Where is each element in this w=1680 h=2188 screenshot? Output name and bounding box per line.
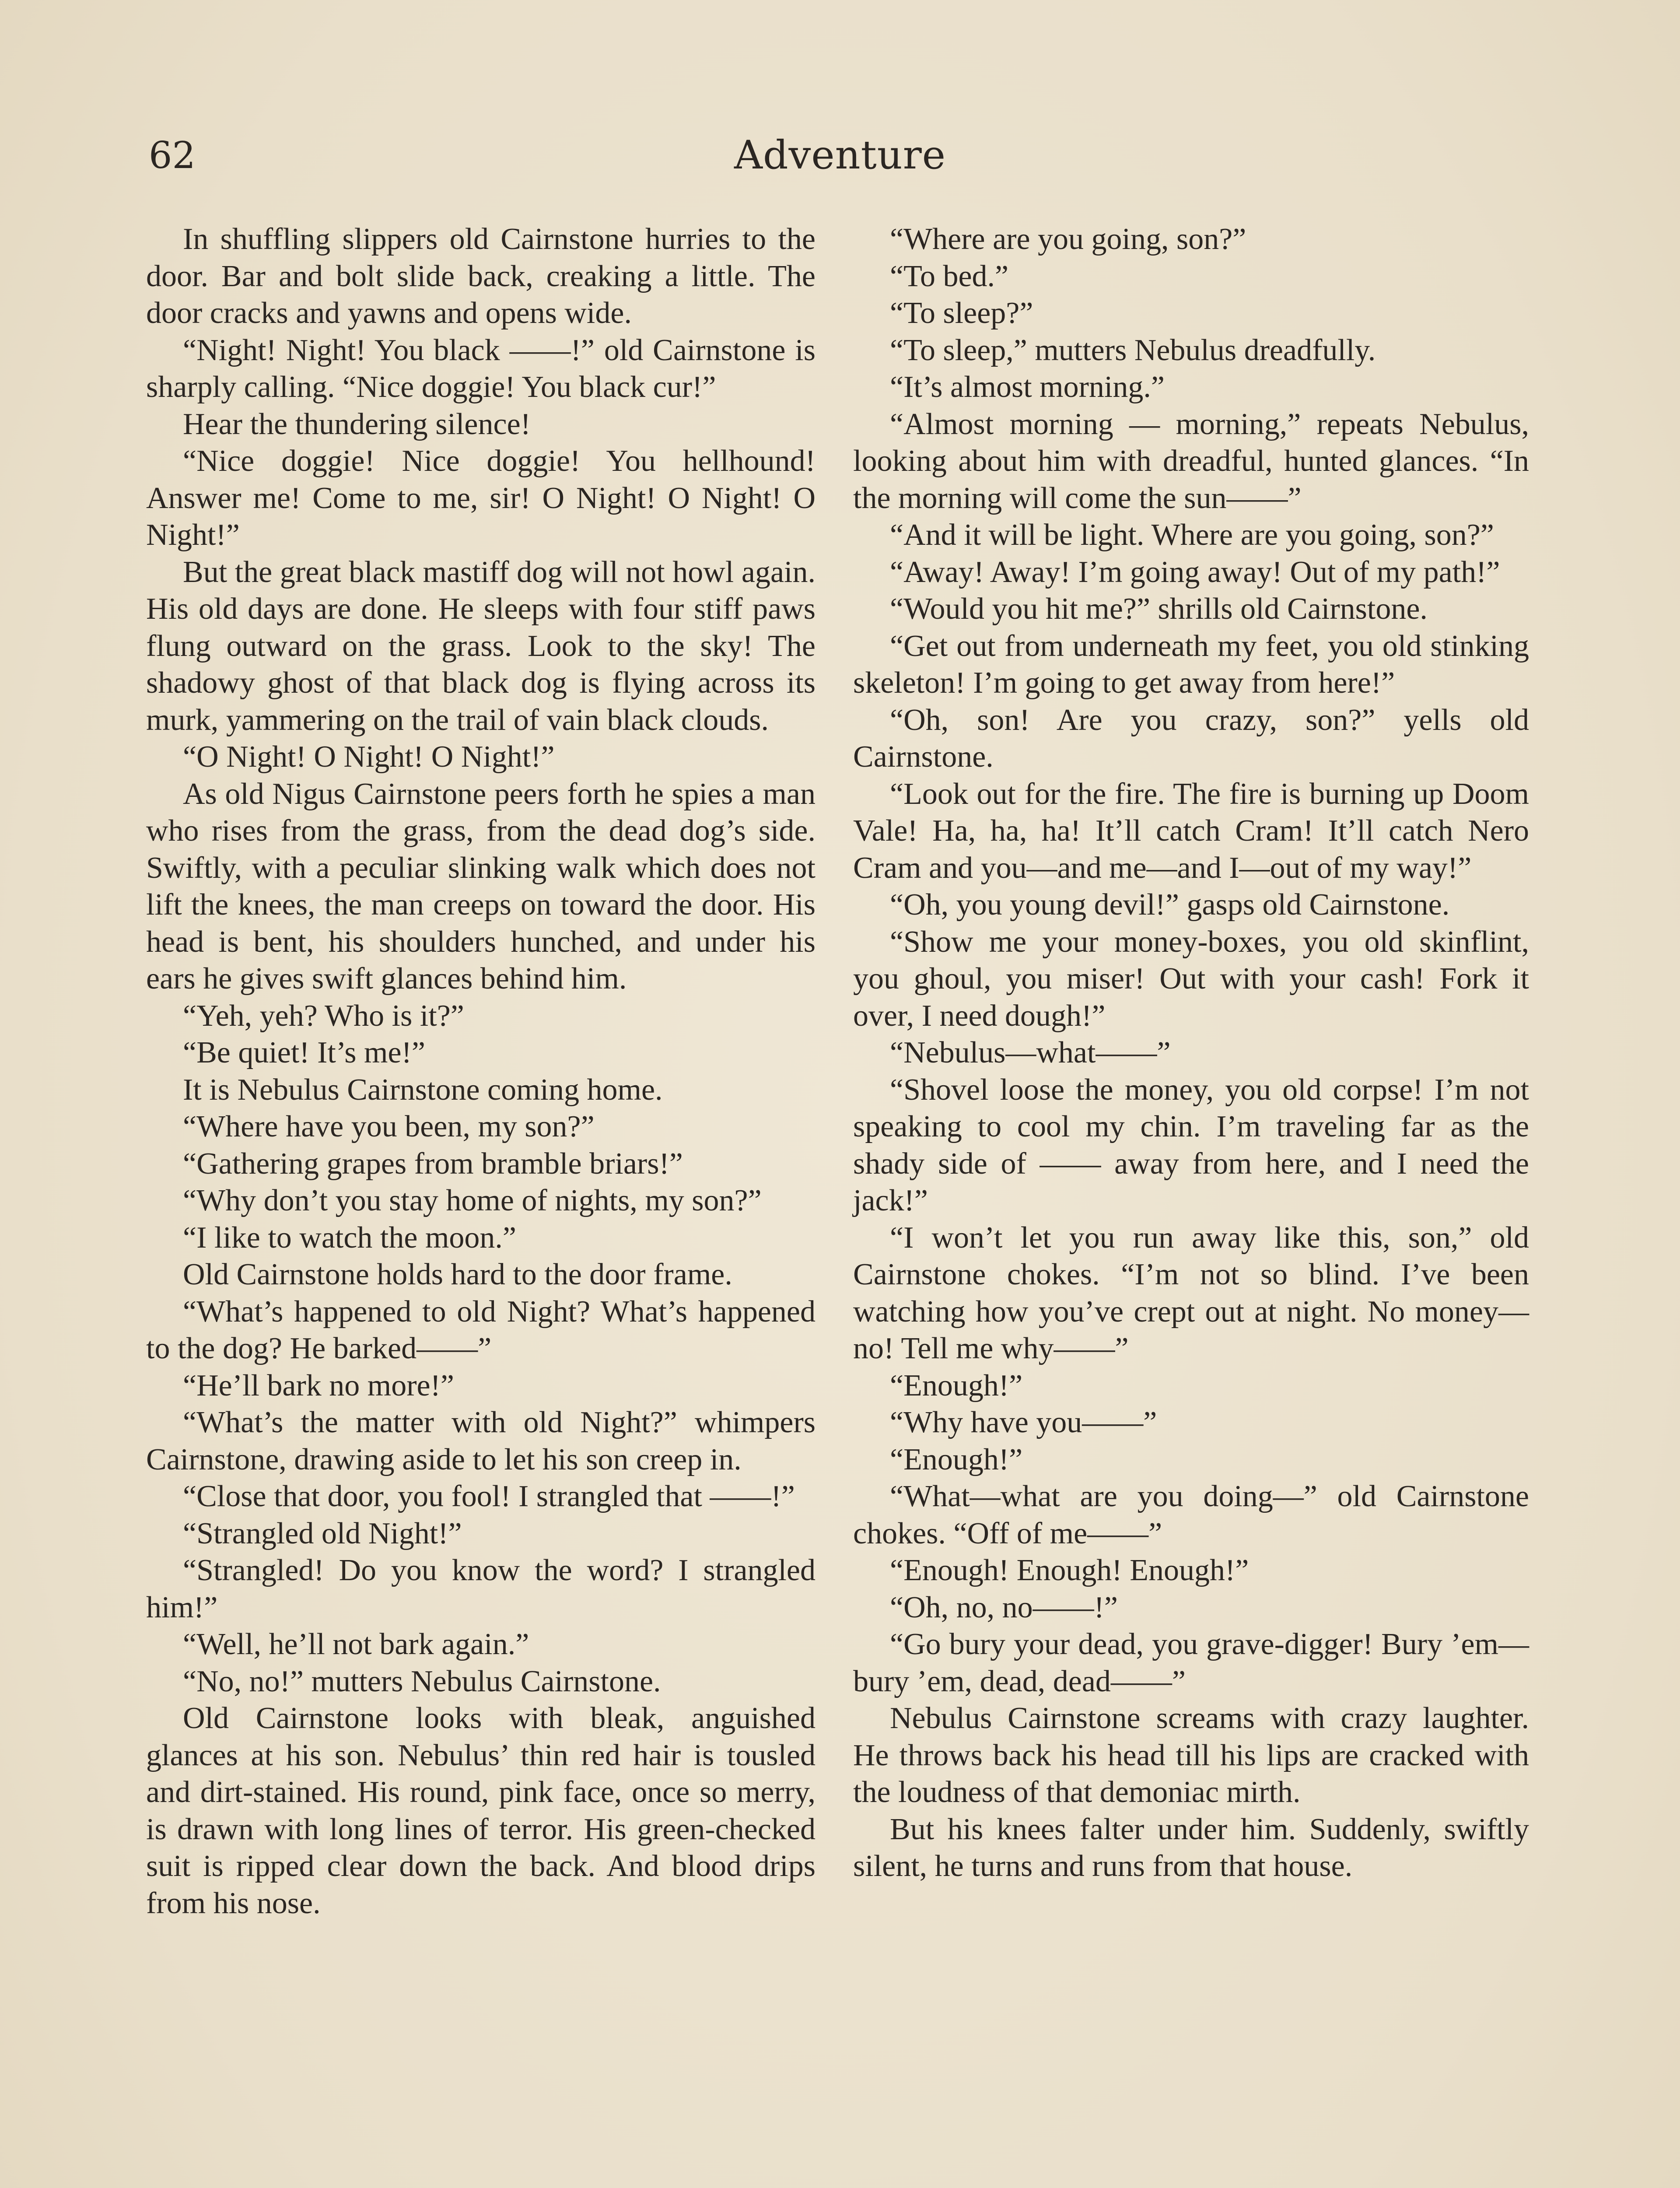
- paragraph: “Well, he’ll not bark again.”: [183, 1627, 529, 1661]
- paragraph: “Oh, son! Are you crazy, son?” yells old Cairnstone.: [853, 703, 1529, 774]
- paragraph: As old Nigus Cairnstone peers forth he spies a man who rises from the grass, from the dead dog’s side. Swiftly, with a peculiar slinking walk which does not lift the knees, the man creeps on toward the door. His head is bent, his shoulders hunched, and under his ears he gives swift glances behind him.: [146, 777, 816, 996]
- paragraph: “Enough!”: [890, 1368, 1023, 1403]
- paragraph: “Enough! Enough! Enough!”: [890, 1553, 1249, 1587]
- paragraph: “O Night! O Night! O Night!”: [183, 740, 555, 774]
- paragraph: “Look out for the fire. The fire is burning up Doom Vale! Ha, ha, ha! It’ll catch Cram! It’ll catch Nero Cram and you—and me—and I—out of my way!”: [853, 777, 1529, 885]
- paragraph: “Strangled! Do you know the word? I strangled him!”: [146, 1553, 816, 1624]
- paragraph: “Nice doggie! Nice doggie! You hellhound! Answer me! Come to me, sir! O Night! O Night! O Night!”: [146, 444, 816, 552]
- paragraph: “To bed.”: [890, 259, 1009, 293]
- paragraph: “Nebulus—what——”: [890, 1036, 1171, 1069]
- paragraph: “It’s almost morning.”: [890, 370, 1165, 404]
- paragraph: “Go bury your dead, you grave-digger! Bury ’em—bury ’em, dead, dead——”: [853, 1627, 1529, 1698]
- paragraph: “Show me your money-boxes, you old skinflint, you ghoul, you miser! Out with your cash! Fork it over, I need dough!”: [853, 925, 1529, 1033]
- running-title: Adventure: [734, 132, 946, 178]
- right-text-column: [853, 221, 1529, 1885]
- paragraph: Old Cairnstone holds hard to the door frame.: [183, 1258, 732, 1291]
- paragraph: “And it will be light. Where are you going, son?”: [890, 518, 1494, 552]
- paragraph: “Where have you been, my son?”: [183, 1110, 595, 1143]
- paragraph: “To sleep?”: [890, 296, 1033, 330]
- page-header: [149, 127, 1531, 188]
- paragraph: “I like to watch the moon.”: [183, 1220, 516, 1255]
- paragraph: “To sleep,” mutters Nebulus dreadfully.: [890, 333, 1376, 367]
- paragraph: “Away! Away! I’m going away! Out of my path!”: [890, 555, 1500, 589]
- paragraph: Old Cairnstone looks with bleak, anguished glances at his son. Nebulus’ thin red hair is tousled and dirt-stained. His round, pink face, once so merry, is drawn with long lines of terror. His green-checked suit is ripped clear down the back. And blood drips from his nose.: [146, 1701, 816, 1920]
- paragraph: “I won’t let you run away like this, son,” old Cairnstone chokes. “I’m not so blind. I’ve been watching how you’ve crept out at night. No money—no! Tell me why——”: [853, 1220, 1529, 1365]
- paragraph: “Strangled old Night!”: [183, 1516, 462, 1550]
- paragraph: But the great black mastiff dog will not howl again. His old days are done. He sleeps with four stiff paws flung outward on the grass. Look to the sky! The shadowy ghost of that black dog is flying across its murk, yammering on the trail of vain black clouds.: [146, 555, 816, 737]
- paragraph: “What’s happened to old Night? What’s happened to the dog? He barked——”: [146, 1294, 816, 1365]
- paragraph: “Oh, no, no——!”: [890, 1590, 1118, 1624]
- paragraph: Hear the thundering silence!: [183, 407, 531, 441]
- paragraph: “What’s the matter with old Night?” whimpers Cairnstone, drawing aside to let his son creep in.: [146, 1406, 816, 1476]
- paragraph: “No, no!” mutters Nebulus Cairnstone.: [183, 1664, 661, 1698]
- paragraph: It is Nebulus Cairnstone coming home.: [183, 1073, 663, 1107]
- paragraph: “Where are you going, son?”: [890, 222, 1246, 256]
- paragraph: In shuffling slippers old Cairnstone hurries to the door. Bar and bolt slide back, creaking a little. The door cracks and yawns and opens wide.: [146, 222, 816, 330]
- paragraph: “Why don’t you stay home of nights, my son?”: [183, 1184, 762, 1217]
- paragraph: “Enough!”: [890, 1442, 1023, 1476]
- paragraph: “Why have you——”: [890, 1406, 1157, 1439]
- paragraph: “Almost morning — morning,” repeats Nebulus, looking about him with dreadful, hunted glances. “In the morning will come the sun——”: [853, 407, 1529, 515]
- paragraph: “Oh, you young devil!” gasps old Cairnstone.: [890, 888, 1450, 922]
- paragraph: “Get out from underneath my feet, you old stinking skeleton! I’m going to get away from here!”: [853, 629, 1529, 700]
- paragraph: “Gathering grapes from bramble briars!”: [183, 1147, 683, 1181]
- paragraph: “Shovel loose the money, you old corpse! I’m not speaking to cool my chin. I’m traveling far as the shady side of —— away from here, and I need the jack!”: [853, 1073, 1529, 1217]
- page-number: 62: [149, 134, 196, 177]
- paragraph: “Close that door, you fool! I strangled that ——!”: [183, 1480, 795, 1513]
- paragraph: “He’ll bark no more!”: [183, 1368, 454, 1403]
- paragraph: “Be quiet! It’s me!”: [183, 1036, 425, 1069]
- left-text-column: [146, 221, 816, 1922]
- paragraph: But his knees falter under him. Suddenly, swiftly silent, he turns and runs from that house.: [853, 1812, 1529, 1883]
- paragraph: “Would you hit me?” shrills old Cairnstone.: [890, 592, 1428, 626]
- paragraph: Nebulus Cairnstone screams with crazy laughter. He throws back his head till his lips are cracked with the loudness of that demoniac mirth.: [853, 1701, 1529, 1809]
- paragraph: “What—what are you doing—” old Cairnstone chokes. “Off of me——”: [853, 1480, 1529, 1550]
- paragraph: “Night! Night! You black ——!” old Cairnstone is sharply calling. “Nice doggie! You black cur!”: [146, 333, 816, 404]
- paragraph: “Yeh, yeh? Who is it?”: [183, 999, 464, 1033]
